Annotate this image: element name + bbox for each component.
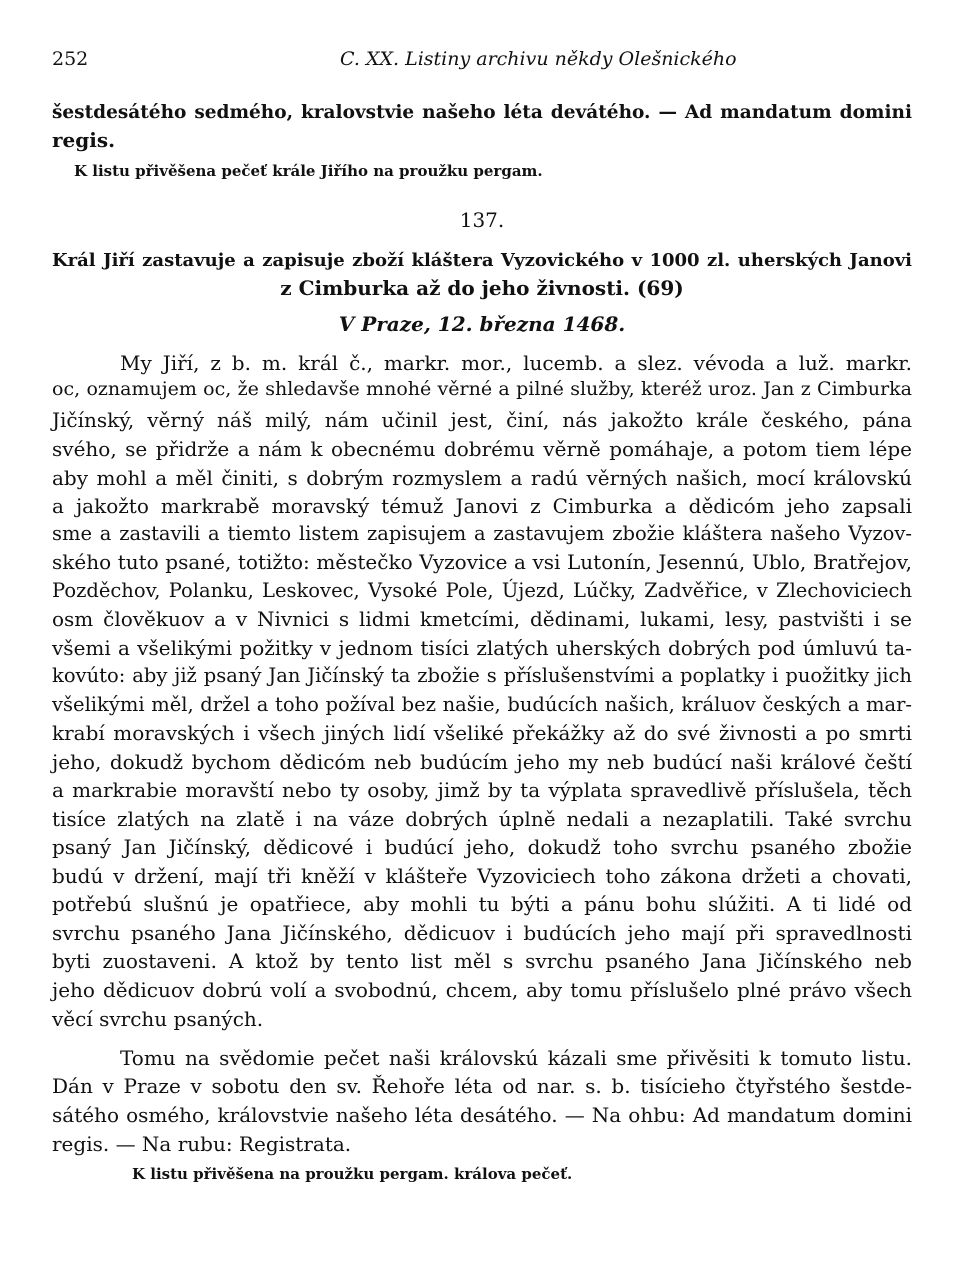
summary-line: Král Jiří zastavuje a zapisuje zboží kláštera Vyzovického v 1000 zl. uherských Janovi — [52, 250, 912, 271]
body-line: osm člověkuov a v Nivnici s lidmi kmetcími, dědinami, lukami, lesy, pastvišti i se — [52, 607, 912, 631]
body-line: oc, oznamujem oc, že shledavše mnohé věrné a pilné služby, kteréž uroz. Jan z Cimburka — [52, 378, 912, 400]
document-number: 137. — [459, 208, 505, 232]
body-line: Jičínský, věrný náš milý, nám učinil jest, činí, nás jakožto krále českého, pána — [52, 408, 912, 432]
summary-line: z Cimburka až do jeho živnosti. (69) — [280, 276, 684, 300]
body-line: psaný Jan Jičínský, dědicové i budúcí jeho, dokudž toho svrchu psaného zbožie — [52, 835, 912, 859]
running-title: C. XX. Listiny archivu někdy Olešnického — [340, 48, 737, 70]
body-line: kovúto: aby již psaný Jan Jičínský ta zbožie s příslušenstvími a poplatky i puožitky jich — [52, 664, 912, 687]
prev-doc-footnote: K listu přivěšena pečeť krále Jiřího na proužku pergam. — [74, 162, 543, 180]
place-date: V Praze, 12. března 1468. — [338, 312, 626, 336]
body-line: svého, se přidrže a nám k obecnému dobrému věrně pomáhaje, a potom tiem lépe — [52, 437, 912, 461]
body-line: a markrabie moravští nebo ty osoby, jimž by ta výplata spravedlivě příslušela, těch — [52, 778, 912, 802]
body-line: byti zuostaveni. A ktož by tento list měl s svrchu psaného Jana Jičínského neb — [52, 949, 912, 973]
body-line: všelikými měl, držel a toho požíval bez našie, budúcích našich, králuov českých a mar- — [52, 693, 912, 716]
prev-doc-line: šestdesátého sedmého, kralovstvie našeho léta devátého. — Ad mandatum domini — [52, 102, 912, 123]
body-line: tisíce zlatých na zlatě i na váze dobrých úplně nedali a nezaplatili. Také svrchu — [52, 807, 912, 831]
prev-doc-line: regis. — [52, 128, 116, 152]
closing-line: sátého osmého, královstvie našeho léta desátého. — Na ohbu: Ad mandatum domini — [52, 1103, 912, 1127]
body-line: krabí moravských i všech jiných lidí všeliké překážky až do své živnosti a po smrti — [52, 721, 912, 745]
body-line: všemi a všelikými požitky v jednom tisíci zlatých uherských dobrých pod úmluvú ta- — [52, 636, 912, 660]
body-line: aby mohl a měl činiti, s dobrým rozmyslem a radú věrných našich, mocí královskú — [52, 466, 912, 490]
body-line: a jakožto markrabě moravský témuž Janovi z Cimburka a dědicóm jeho zapsali — [52, 494, 912, 518]
closing-line: Dán v Praze v sobotu den sv. Řehoře léta od nar. s. b. tisícieho čtyřstého šestde- — [52, 1074, 912, 1098]
body-line: svrchu psaného Jana Jičínského, dědicuov i budúcích jeho mají při spravedlnosti — [52, 921, 912, 945]
body-line: My Jiří, z b. m. král č., markr. mor., lucemb. a slez. vévoda a luž. markr. — [120, 351, 912, 375]
body-line: jeho dědicuov dobrú volí a svobodnú, chcem, aby tomu příslušelo plné právo všech — [52, 978, 912, 1002]
body-line: sme a zastavili a tiemto listem zapisujem a zastavujem zbožie kláštera našeho Vyzov- — [52, 522, 912, 545]
body-line: Pozděchov, Polanku, Leskovec, Vysoké Pole, Újezd, Lúčky, Zadvěřice, v Zlechoviciech — [52, 579, 912, 602]
body-line: jeho, dokudž bychom dědicóm neb budúcím jeho my neb budúcí naši králové čeští — [52, 750, 912, 774]
page-number: 252 — [52, 48, 89, 70]
body-line: věcí svrchu psaných. — [52, 1007, 264, 1031]
page-header — [52, 48, 912, 76]
closing-line: regis. — Na rubu: Registrata. — [52, 1132, 352, 1156]
closing-line: Tomu na svědomie pečet naši královskú kázali sme přivěsiti k tomuto listu. — [120, 1046, 912, 1070]
body-line: budú v držení, mají tři kněží v klášteře Vyzoviciech toho zákona držeti a chovati, — [52, 864, 912, 888]
document-footnote: K listu přivěšena na proužku pergam. královа pečeť. — [132, 1165, 573, 1183]
body-line: ského tuto psané, totižto: městečko Vyzovice a vsi Lutonín, Jesennú, Ublo, Bratřejov, — [52, 550, 912, 574]
body-line: potřebú slušnú je opatřiece, aby mohli tu býti a pánu bohu slúžiti. A ti lidé od — [52, 892, 912, 916]
